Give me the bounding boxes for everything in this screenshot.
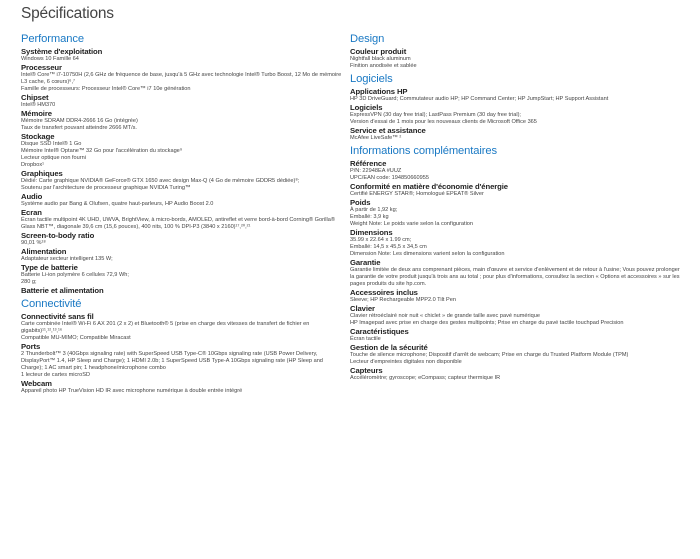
- spec-label: Screen-to-body ratio: [21, 231, 95, 240]
- spec-label: Alimentation: [21, 247, 67, 256]
- spec-label: Applications HP: [350, 87, 408, 96]
- section-title: Logiciels: [350, 73, 393, 85]
- spec-reference: [350, 159, 680, 182]
- spec-caracteristiques: [350, 327, 680, 343]
- spec-memoire: [21, 109, 343, 132]
- spec-label: Gestion de la sécurité: [350, 343, 428, 352]
- section-connectivite: [21, 298, 343, 395]
- spec-audio: [21, 192, 343, 208]
- spec-value: Version d'essai de 1 mois pour les nouveaux clients de Microsoft Office 365: [350, 119, 537, 125]
- spec-label: Connectivité sans fil: [21, 312, 94, 321]
- spec-value: Dropbox¹: [21, 162, 45, 168]
- spec-value: Famille de processeurs: Processeur Intel® Core™ i7 10e génération: [21, 86, 191, 92]
- spec-service-et-assistance: [350, 126, 680, 142]
- spec-value: Weight Note: Le poids varie selon la configuration: [350, 221, 474, 227]
- spec-value: HP 3D DriveGuard; Commutateur audio HP; HP Command Center; HP JumpStart; HP Support Assistant: [350, 96, 609, 102]
- spec-logiciels: [350, 103, 680, 126]
- spec-value: 2 Thunderbolt™ 3 (40Gbps signaling rate) with SuperSpeed USB Type-C® 10Gbps signaling rate (USB Power Delivery, DisplayPort™ 1.4, HP Sleep and Charge); 1 HDMI 2.0b; 1 SuperSpeed USB Type-A 10Gbps signaling rate (HP Sleep and Charge); 1 AC smart pin; 1 headphone/microphone combo: [21, 351, 323, 371]
- spec-value: Taux de transfert pouvant atteindre 2666 MT/s.: [21, 125, 137, 131]
- spec-value: Emballé: 14,5 x 45,5 x 34,5 cm: [350, 244, 427, 250]
- spec-label: Ports: [21, 342, 41, 351]
- spec-value: HP Imagepad avec prise en charge des gestes multipoints; Prise en charge du pavé tactile touchpad Precision: [350, 320, 624, 326]
- spec-label: Référence: [350, 159, 387, 168]
- spec-value: Sleeve; HP Rechargeable MPP2.0 Tilt Pen: [350, 297, 456, 303]
- spec-label: Capteurs: [350, 366, 383, 375]
- spec-conformite-en-matiere-d-economie-d-energie: [350, 182, 680, 198]
- spec-applications-hp: [350, 87, 680, 103]
- spec-value: Mémoire SDRAM DDR4-2666 16 Go (intégrée): [21, 118, 138, 124]
- spec-label: Clavier: [350, 304, 375, 313]
- spec-stockage: [21, 132, 343, 169]
- spec-value: Intel® Core™ i7-10750H (2,6 GHz de fréquence de base, jusqu'à 5 GHz avec technologie Intel® Turbo Boost, 12 Mo de mémoire L3 cache, 6 cœurs)⁶,⁷: [21, 72, 342, 85]
- spec-value: 35.99 x 22.64 x 1.99 cm;: [350, 237, 412, 243]
- spec-couleur-produit: [350, 47, 680, 70]
- spec-value: Écran tactile: [350, 336, 381, 342]
- spec-value: Lecteur d'empreintes digitales non disponible: [350, 359, 462, 365]
- spec-clavier: [350, 304, 680, 327]
- spec-label: Poids: [350, 198, 371, 207]
- spec-value: Écran tactile multipoint 4K UHD, UWVA, BrightView, à micro-bords, AMOLED, antireflet et verre bord-à-bord Corning® Gorilla® Glass NBT™, diagonale 39,6 cm (15,6 pouces), 400 nits, 100 % DPI-P3 (3840 x 2160)¹⁷,²⁰,²¹: [21, 217, 335, 230]
- spec-value: Emballé: 3,9 kg: [350, 214, 389, 220]
- spec-value: UPC/EAN code: 194850660955: [350, 175, 429, 181]
- spec-value: Compatible MU-MIMO; Compatible Miracast: [21, 335, 131, 341]
- section-logiciels: [350, 73, 680, 142]
- spec-alimentation: [21, 247, 343, 263]
- section-title: Design: [350, 33, 385, 45]
- spec-poids: [350, 198, 680, 228]
- spec-value: Finition anodisée et sablée: [350, 63, 417, 69]
- spec-value: P/N: 22948EA #UUZ: [350, 168, 402, 174]
- spec-label: Audio: [21, 192, 43, 201]
- spec-value: Touche de silence microphone; Dispositif d'arrêt de webcam; Prise en charge du Trusted Platform Module (TPM): [350, 352, 629, 358]
- spec-capteurs: [350, 366, 680, 382]
- spec-gestion-de-la-securite: [350, 343, 680, 366]
- spec-value: Accéléromètre; gyroscope; eCompass; capteur thermique IR: [350, 375, 501, 381]
- spec-label: Conformité en matière d'économie d'énergie: [350, 182, 508, 191]
- spec-value: Dimension Note: Les dimensions varient selon la configuration: [350, 251, 505, 257]
- section-title: Informations complémentaires: [350, 145, 498, 157]
- spec-value: Garantie limitée de deux ans comprenant pièces, main d'œuvre et service d'enlèvement et de retour à l'usine; Vous pouvez prolonger la garantie de votre produit jusqu'à trois ans au total ; pour plus d'informations, consultez la section « Options et accessoires » sur les pages produits du site hp.com.: [350, 267, 680, 287]
- spec-label: Stockage: [21, 132, 55, 141]
- spec-value: 280 g;: [21, 279, 37, 285]
- spec-label: Type de batterie: [21, 263, 78, 272]
- spec-value: McAfee LiveSafe™ ²: [350, 135, 402, 141]
- spec-processeur: [21, 63, 343, 93]
- right-column: [350, 33, 680, 385]
- page-title: Spécifications: [21, 5, 114, 22]
- section-title: Performance: [21, 33, 84, 45]
- section-performance: [21, 33, 343, 295]
- spec-value: ExpressVPN (30 day free trial); LastPass Premium (30 day free trial);: [350, 112, 521, 118]
- spec-label: Couleur produit: [350, 47, 407, 56]
- spec-label: Graphiques: [21, 169, 63, 178]
- spec-label: Dimensions: [350, 228, 393, 237]
- spec-value: Appareil photo HP TrueVision HD IR avec microphone numérique à double entrée intégré: [21, 388, 243, 394]
- spec-type-de-batterie: [21, 263, 343, 286]
- spec-value: 90,01 %¹⁸: [21, 240, 46, 246]
- spec-label: Ecran: [21, 208, 42, 217]
- spec-webcam: [21, 379, 343, 395]
- spec-screen-to-body-ratio: [21, 231, 343, 247]
- spec-value: Dédié: Carte graphique NVIDIA® GeForce® GTX 1650 avec design Max-Q (4 Go de mémoire GDDR5 dédiée)⁸;: [21, 178, 300, 184]
- spec-value: Clavier rétroéclairé noir nuit « chiclet » de grande taille avec pavé numérique: [350, 313, 540, 319]
- spec-label: Processeur: [21, 63, 62, 72]
- spec-value: À partir de 1,92 kg;: [350, 207, 398, 213]
- spec-graphiques: [21, 169, 343, 192]
- spec-label: Accessoires inclus: [350, 288, 418, 297]
- spec-value: 1 lecteur de cartes microSD: [21, 372, 91, 378]
- spec-ports: [21, 342, 343, 379]
- spec-chipset: [21, 93, 343, 109]
- spec-dimensions: [350, 228, 680, 258]
- spec-label: Chipset: [21, 93, 49, 102]
- spec-label: Service et assistance: [350, 126, 426, 135]
- spec-value: Windows 10 Famille 64: [21, 56, 79, 62]
- spec-label: Webcam: [21, 379, 52, 388]
- spec-label: Mémoire: [21, 109, 52, 118]
- spec-label: Garantie: [350, 258, 381, 267]
- spec-value: Lecteur optique non fourni: [21, 155, 86, 161]
- spec-batterie-et-alimentation: [21, 286, 343, 295]
- left-column: [21, 33, 343, 398]
- spec-value: Adaptateur secteur intelligent 135 W;: [21, 256, 113, 262]
- spec-ecran: [21, 208, 343, 231]
- spec-value: Certifié ENERGY STAR®; Homologué EPEAT® Silver: [350, 191, 484, 197]
- spec-value: Soutenu par l'architecture de processeur graphique NVIDIA Turing™: [21, 185, 191, 191]
- section-informations-complementaires: [350, 145, 680, 382]
- spec-value: Mémoire Intel® Optane™ 32 Go pour l'accélération du stockage⁹: [21, 148, 183, 154]
- spec-value: Disque SSD Intel® 1 Go: [21, 141, 82, 147]
- spec-value: Intel® HM370: [21, 102, 56, 108]
- spec-systeme-d-exploitation: [21, 47, 343, 63]
- spec-value: Nightfall black aluminum: [350, 56, 411, 62]
- spec-label: Batterie et alimentation: [21, 286, 104, 295]
- spec-garantie: [350, 258, 680, 288]
- spec-value: Carte combinée Intel® Wi-Fi 6 AX 201 (2 x 2) et Bluetooth® 5 (prise en charge des vitesses de transfert de fichier en gigabits)¹¹,¹²,¹³,¹⁶: [21, 321, 310, 334]
- spec-connectivite-sans-fil: [21, 312, 343, 342]
- spec-label: Logiciels: [350, 103, 383, 112]
- spec-label: Système d'exploitation: [21, 47, 103, 56]
- section-title: Connectivité: [21, 298, 82, 310]
- spec-accessoires-inclus: [350, 288, 680, 304]
- spec-value: Système audio par Bang & Olufsen, quatre haut-parleurs, HP Audio Boost 2.0: [21, 201, 214, 207]
- section-design: [350, 33, 680, 70]
- spec-label: Caractéristiques: [350, 327, 409, 336]
- spec-value: Batterie Li-ion polymère 6 cellules 72,9 Wh;: [21, 272, 129, 278]
